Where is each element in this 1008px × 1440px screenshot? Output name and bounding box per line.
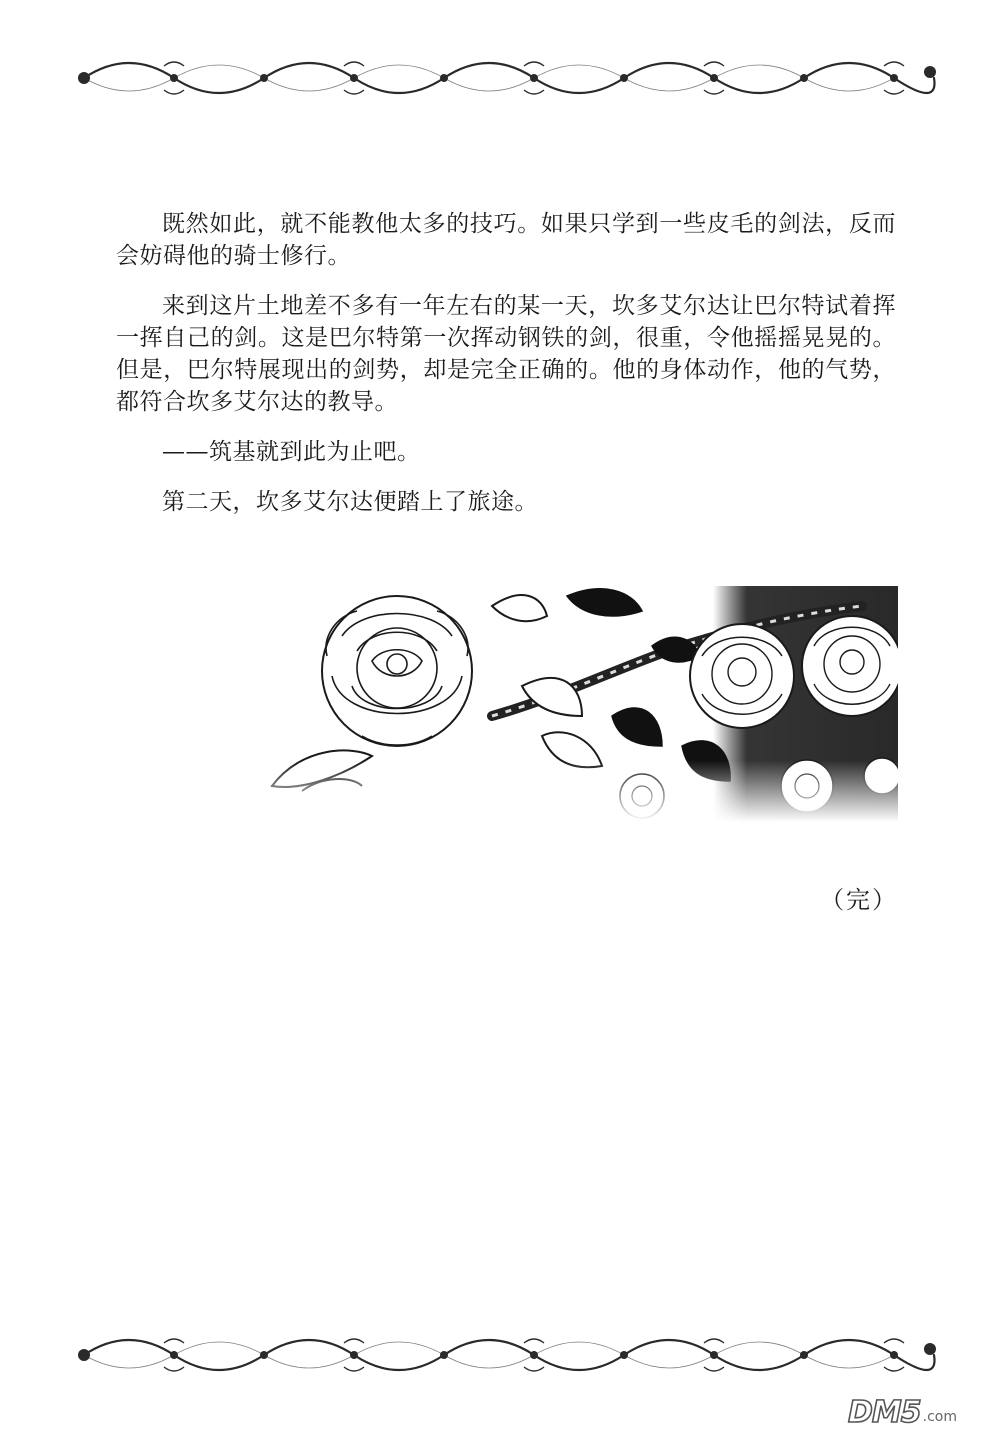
top-ornamental-border: [64, 48, 944, 108]
end-mark: （完）: [820, 886, 898, 914]
paragraph: 既然如此，就不能教他太多的技巧。如果只学到一些皮毛的剑法，反而会妨碍他的骑士修行。: [116, 211, 896, 269]
camellia-illustration: [262, 576, 898, 822]
story-text: [116, 208, 896, 536]
dm5-watermark-logo: [848, 1392, 988, 1428]
bottom-ornamental-border: [64, 1325, 944, 1385]
paragraph: 第二天，坎多艾尔达便踏上了旅途。: [162, 489, 538, 515]
paragraph: ——筑基就到此为止吧。: [162, 439, 421, 465]
watermark-sub: .com: [922, 1409, 957, 1425]
paragraph: 来到这片土地差不多有一年左右的某一天，坎多艾尔达让巴尔特试着挥一挥自己的剑。这是巴尔特第一次挥动钢铁的剑，很重，令他摇摇晃晃的。但是，巴尔特展现出的剑势，却是完全正确的。他的身体动作，他的气势，都符合坎多艾尔达的教导。: [116, 293, 896, 415]
watermark-main: DM5: [848, 1395, 921, 1430]
